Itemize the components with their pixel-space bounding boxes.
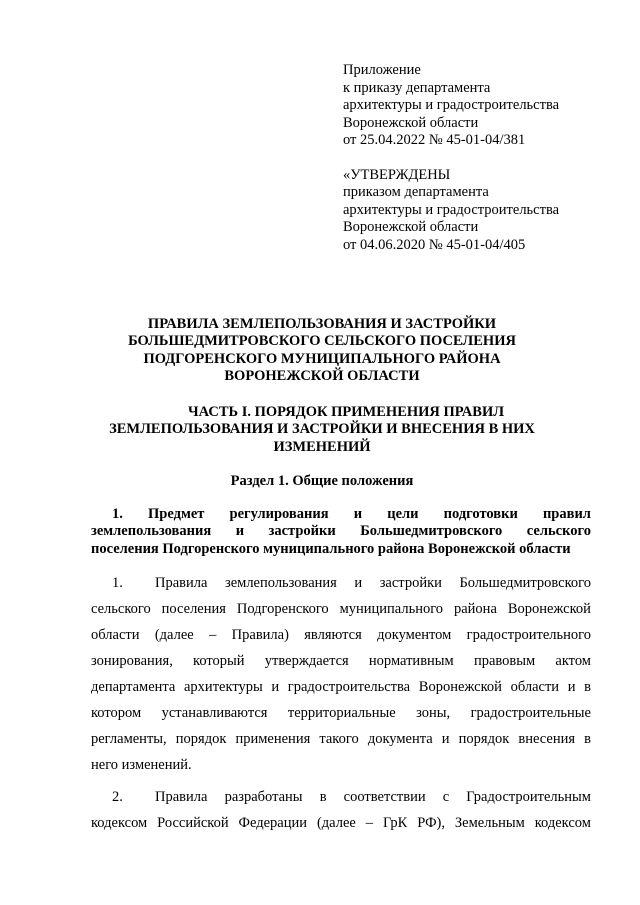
word: кодексом (534, 815, 591, 831)
appendix-line: от 25.04.2022 № 45-01-04/381 (343, 132, 526, 148)
paragraph-line (91, 622, 591, 648)
word: и (271, 679, 280, 695)
word: и (353, 506, 363, 522)
title-line: ПРАВИЛА ЗЕМЛЕПОЛЬЗОВАНИЯ И ЗАСТРОЙКИ (147, 316, 497, 332)
paragraph-line (91, 570, 591, 596)
word: и (235, 523, 245, 540)
part-heading (60, 404, 584, 456)
word: являются (304, 627, 362, 643)
word: Правила) (231, 627, 289, 643)
word: в (319, 789, 327, 805)
word: внесения (518, 731, 576, 747)
word: регулирования (229, 506, 329, 522)
word: района (453, 601, 497, 617)
word: устанавливаются (161, 705, 268, 721)
word: Правила (155, 575, 208, 591)
word: Градостроительным (466, 789, 591, 805)
part-line: ИЗМЕНЕНИЙ (273, 438, 371, 455)
word: Большедмитровского (459, 575, 591, 591)
paragraph-line (91, 700, 591, 726)
word: архитектуры (184, 679, 263, 695)
word: нормативным (368, 653, 454, 669)
paragraph-line (91, 726, 591, 752)
heading-line (91, 523, 591, 540)
word: с (442, 789, 450, 805)
paragraph-line (91, 674, 591, 700)
appendix-line: к приказу департамента (343, 79, 491, 96)
word: муниципального (339, 601, 444, 617)
word: порядок (175, 731, 227, 747)
word: который (193, 653, 245, 669)
word: – (365, 815, 374, 831)
appendix-block (343, 62, 623, 254)
word: Воронежской (507, 601, 591, 617)
word: порядок (458, 731, 510, 747)
word: подготовки (443, 506, 518, 522)
approved-line: «УТВЕРЖДЕНЫ (343, 166, 451, 183)
word: кодексом (91, 815, 148, 831)
word: в (584, 679, 591, 695)
word: застройки (268, 523, 336, 540)
section-heading: Раздел 1. Общие положения (230, 473, 414, 489)
appendix-line: архитектуры и градостроительства (343, 97, 560, 113)
word: РФ), (417, 815, 445, 831)
body-text (91, 570, 591, 836)
word: Воронежской (418, 679, 502, 695)
word: актом (555, 653, 591, 669)
approved-line: архитектуры и градостроительства (343, 201, 560, 218)
approved-line: приказом департамента (343, 184, 489, 200)
word: – (209, 627, 217, 643)
word: области (91, 627, 140, 643)
word: зонирования, (91, 653, 173, 669)
word: и (354, 575, 363, 591)
word: соответствии (343, 789, 426, 805)
word: Подгоренского (236, 601, 329, 617)
word: (далее (154, 627, 194, 643)
paragraph-line: него изменений. (91, 757, 192, 773)
word: Российской (157, 815, 229, 831)
paragraph-line (91, 784, 591, 810)
word: градостроительные (470, 705, 591, 721)
word: 1. (112, 506, 123, 522)
word: сельского (526, 523, 591, 540)
paragraph-number: 2. (112, 789, 123, 805)
appendix-line: Приложение (343, 62, 421, 78)
word: территориальные (287, 705, 396, 721)
heading-line: поселения Подгоренского муниципального района Воронежской области (91, 540, 571, 557)
paragraph-line (91, 810, 591, 836)
word: застройки (379, 575, 442, 591)
word: и (441, 731, 450, 747)
word: регламенты, (91, 731, 167, 747)
document-title (60, 316, 584, 386)
word: сельского (91, 601, 151, 617)
title-line: ВОРОНЕЖСКОЙ ОБЛАСТИ (224, 368, 420, 385)
heading-line (91, 506, 591, 523)
word: в (584, 731, 591, 747)
approved-line: Воронежской области (343, 219, 479, 235)
paragraph-number: 1. (112, 575, 123, 591)
word: (далее (316, 815, 356, 831)
word: ГрК (382, 815, 408, 831)
word: зоны, (416, 705, 451, 721)
appendix-line: Воронежской области (343, 114, 479, 131)
word: разработаны (224, 789, 303, 805)
word: Правила (155, 789, 208, 805)
word: Предмет (148, 506, 205, 522)
part-line: ЗЕМЛЕПОЛЬЗОВАНИЯ И ЗАСТРОЙКИ И ВНЕСЕНИЯ В НИХ (109, 421, 535, 438)
word: цели (387, 506, 419, 522)
word: Большедмитровского (360, 523, 503, 540)
word: Земельным (454, 815, 525, 831)
word: правил (542, 506, 591, 522)
paragraph-words (155, 570, 591, 596)
word: землепользования (224, 575, 337, 591)
paragraph-line (91, 648, 591, 674)
word: градостроительства (287, 679, 411, 695)
title-line: ПОДГОРЕНСКОГО МУНИЦИПАЛЬНОГО РАЙОНА (143, 350, 501, 367)
word: применения (235, 731, 311, 747)
word: области (510, 679, 560, 695)
article-heading (91, 506, 591, 558)
word: документом (377, 627, 452, 643)
paragraph-line (91, 596, 591, 622)
word: Федерации (238, 815, 308, 831)
paragraph-words (155, 784, 591, 810)
approved-line: от 04.06.2020 № 45-01-04/405 (343, 236, 526, 253)
word: градостроительного (466, 627, 591, 643)
part-line: ЧАСТЬ I. ПОРЯДОК ПРИМЕНЕНИЯ ПРАВИЛ (187, 404, 505, 420)
word: утверждается (264, 653, 349, 669)
word: землепользования (91, 523, 212, 540)
paragraph-1 (91, 570, 591, 778)
word: департамента (91, 679, 176, 695)
word: котором (91, 705, 142, 721)
word: документа (367, 731, 433, 747)
word: поселения (161, 601, 226, 617)
title-line: БОЛЬШЕДМИТРОВСКОГО СЕЛЬСКОГО ПОСЕЛЕНИЯ (128, 333, 516, 350)
word: и (567, 679, 576, 695)
word: такого (319, 731, 359, 747)
paragraph-2 (91, 784, 591, 836)
word: правовым (473, 653, 536, 669)
